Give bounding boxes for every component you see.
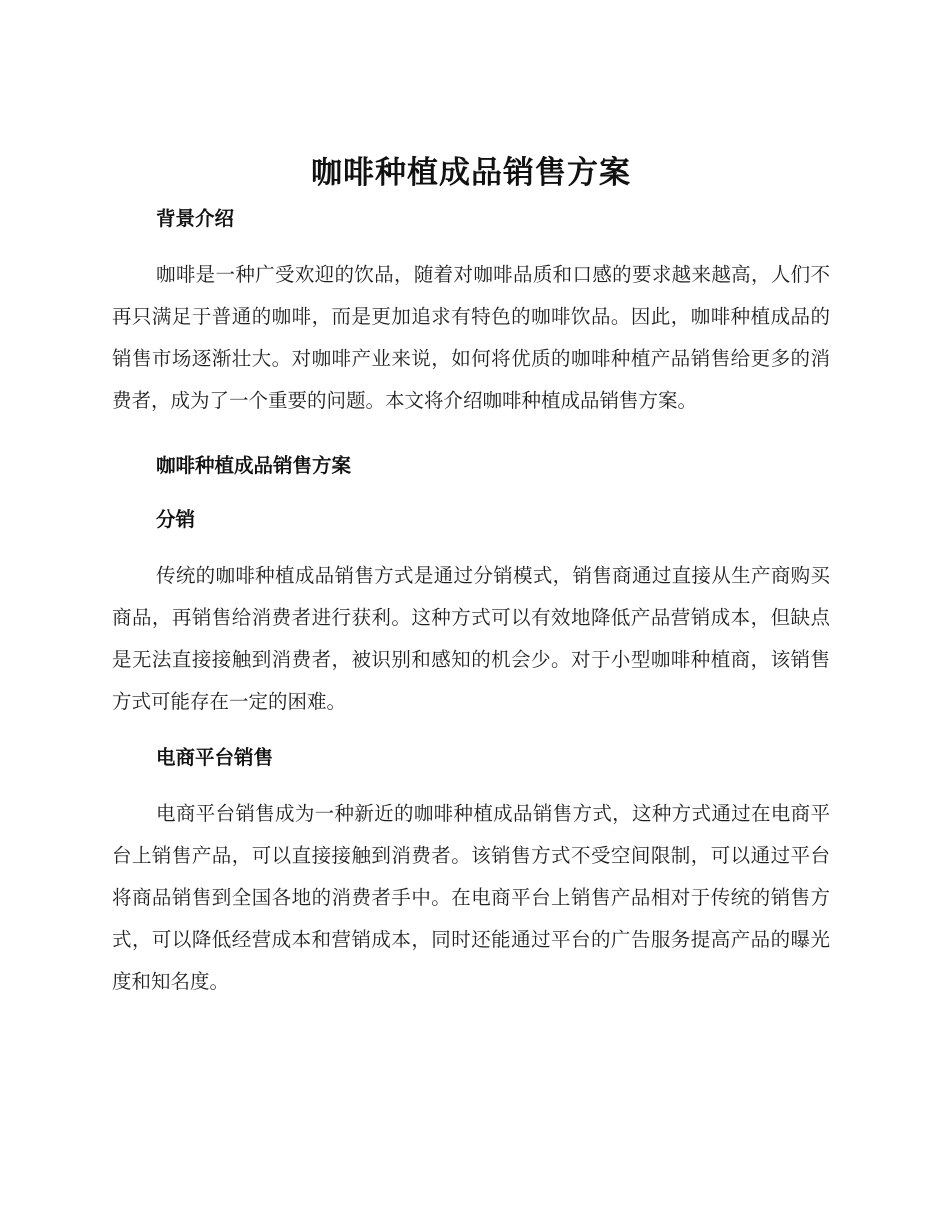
paragraph-ecommerce: 电商平台销售成为一种新近的咖啡种植成品销售方式，这种方式通过在电商平台上销售产品，可以直接接触到消费者。该销售方式不受空间限制，可以通过平台将商品销售到全国各地的消费者手中。在电商平台上销售产品相对于传统的销售方式，可以降低经营成本和营销成本，同时还能通过平台的广告服务提高产品的曝光度和知名度。 (112, 802, 830, 993)
document-body (112, 150, 830, 1003)
paragraph-distribution: 传统的咖啡种植成品销售方式是通过分销模式，销售商通过直接从生产商购买商品，再销售给消费者进行获利。这种方式可以有效地降低产品营销成本，但缺点是无法直接接触到消费者，被识别和感知的机会少。对于小型咖啡种植商，该销售方式可能存在一定的困难。 (112, 564, 830, 713)
paragraph-background: 咖啡是一种广受欢迎的饮品，随着对咖啡品质和口感的要求越来越高，人们不再只满足于普通的咖啡，而是更加追求有特色的咖啡饮品。因此，咖啡种植成品的销售市场逐渐壮大。对咖啡产业来说，如何将优质的咖啡种植产品销售给更多的消费者，成为了一个重要的问题。本文将介绍咖啡种植成品销售方案。 (112, 263, 830, 412)
section-heading-background: 背景介绍 (156, 207, 235, 230)
section-heading-ecommerce: 电商平台销售 (156, 746, 274, 769)
document-title: 咖啡种植成品销售方案 (311, 155, 631, 191)
section-heading-sales-plan: 咖啡种植成品销售方案 (156, 454, 352, 477)
section-heading-distribution: 分销 (156, 508, 196, 531)
